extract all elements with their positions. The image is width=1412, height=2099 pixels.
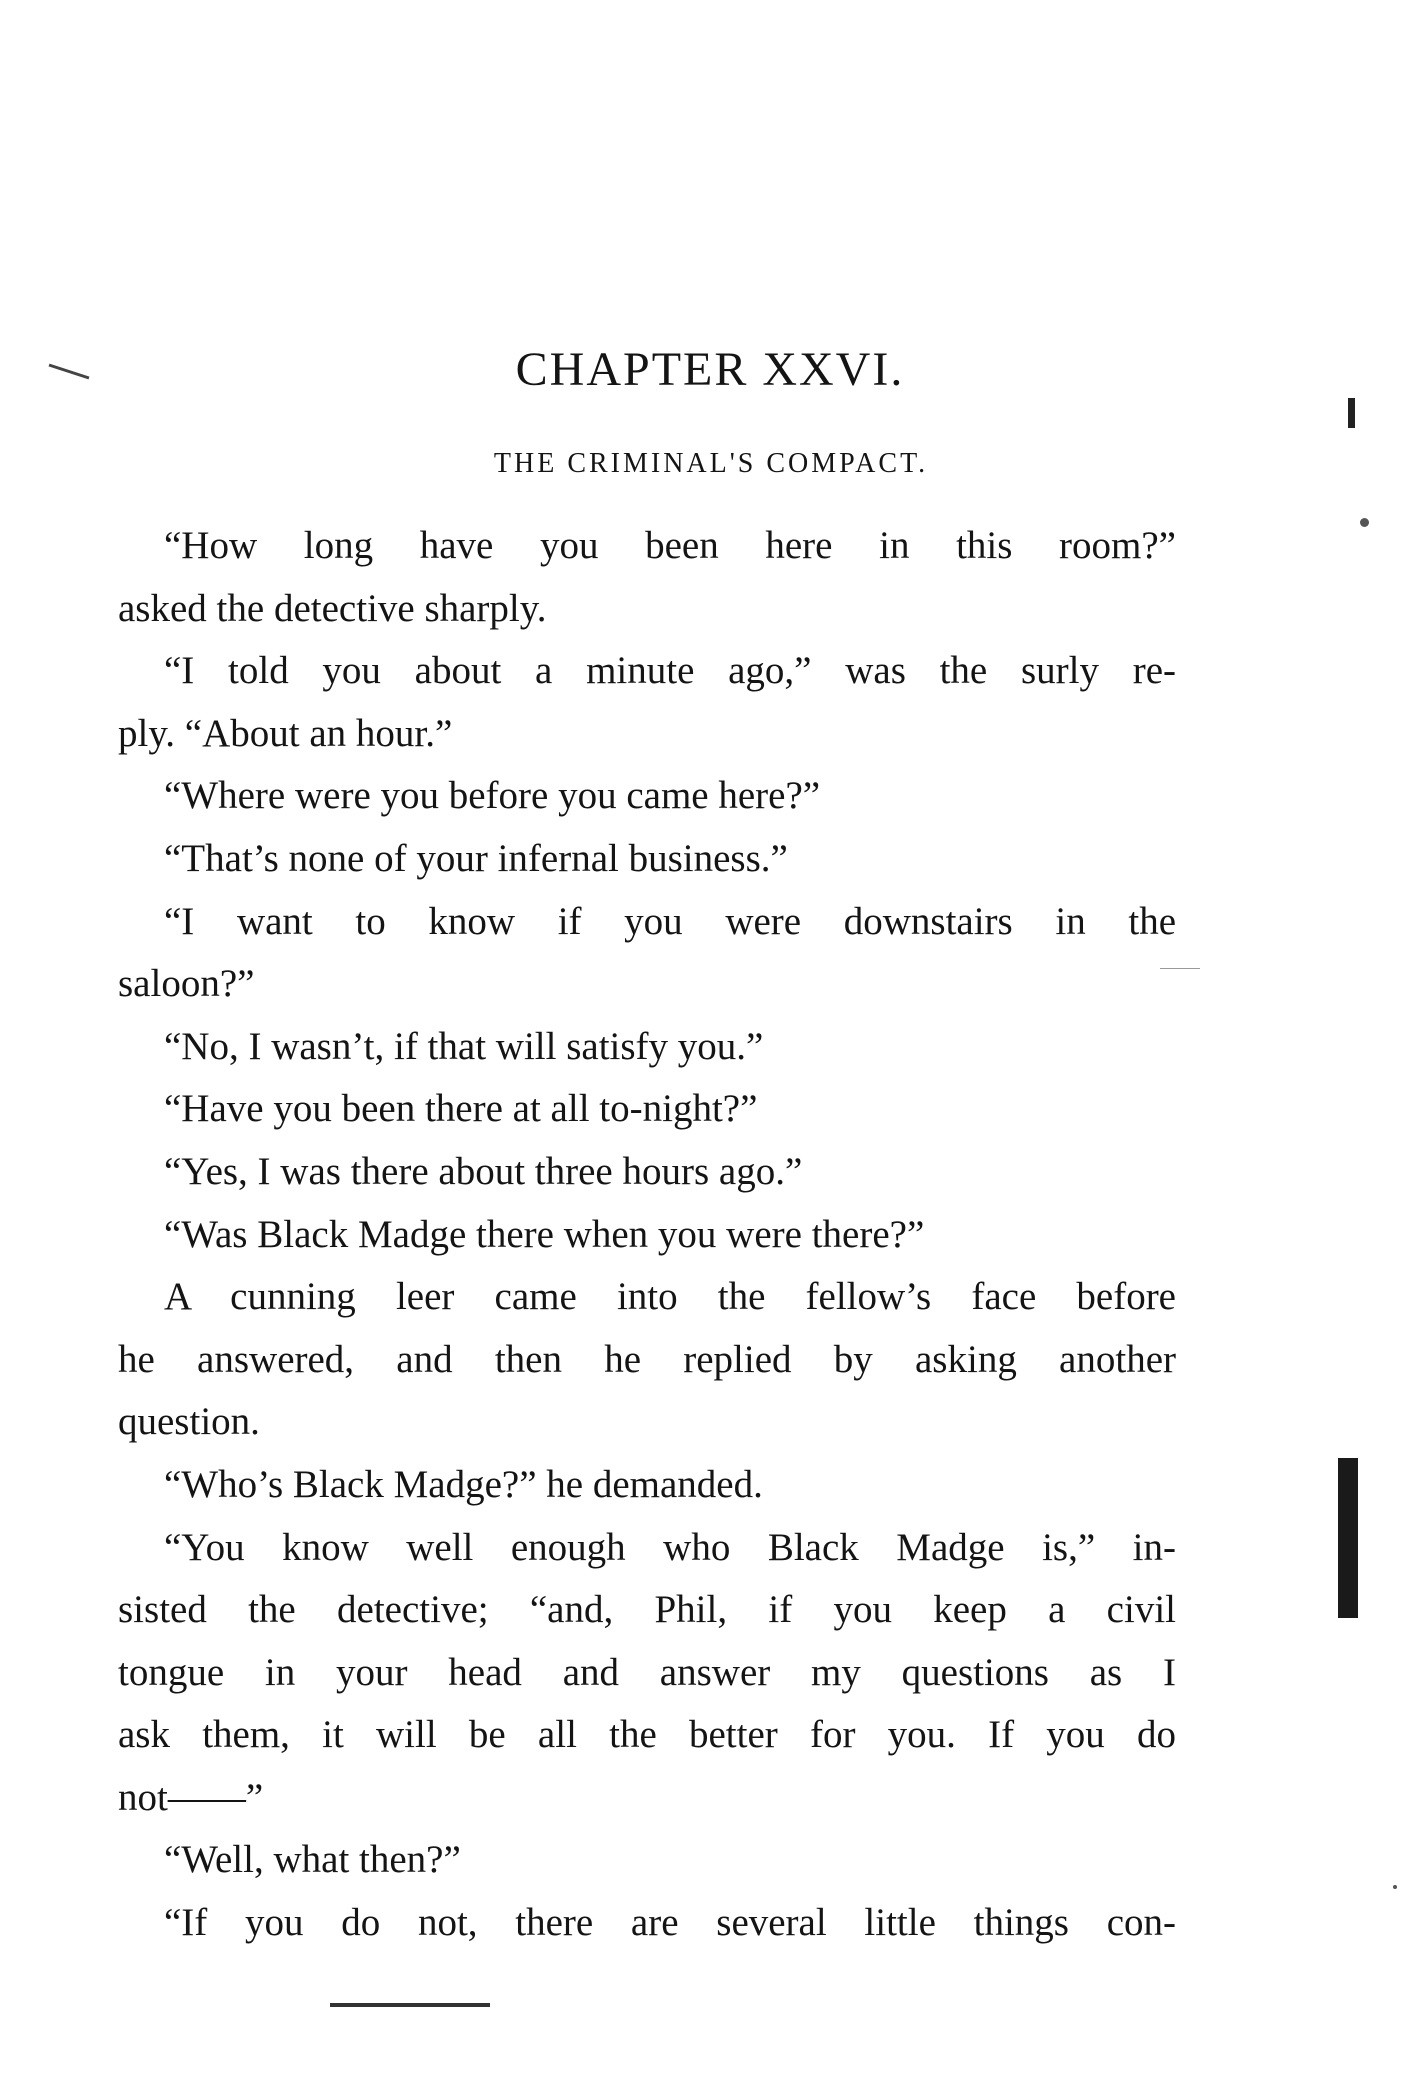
text-line: not——” — [118, 1775, 264, 1819]
body-text — [118, 515, 1176, 1955]
text-line: he answered, and then he replied by asking another — [118, 1337, 1176, 1381]
text-line: ask them, it will be all the better for you. If you do — [118, 1713, 1176, 1757]
text-line: “I want to know if you were downstairs in the — [164, 899, 1176, 943]
text-line: “Where were you before you came here?” — [164, 774, 821, 818]
text-line: “That’s none of your infernal business.” — [164, 836, 788, 880]
text-line: sisted the detective; “and, Phil, if you keep a civil — [118, 1588, 1176, 1632]
text-line: “Yes, I was there about three hours ago.” — [164, 1149, 803, 1193]
text-line: “How long have you been here in this room?” — [164, 524, 1176, 567]
text-line: ply. “About an hour.” — [118, 711, 453, 755]
text-line: “You know well enough who Black Madge is,” in- — [164, 1525, 1176, 1569]
text-line: “If you do not, there are several little things con- — [164, 1901, 1176, 1945]
text-line: question. — [118, 1400, 260, 1444]
scan-speck — [1393, 1885, 1397, 1889]
chapter-subtitle: THE CRIMINAL'S COMPACT. — [493, 448, 929, 479]
scan-speck — [1160, 968, 1200, 969]
scan-smudge-bottom — [330, 2003, 490, 2007]
scan-speck — [1360, 518, 1369, 527]
text-line: asked the detective sharply. — [118, 586, 547, 630]
text-line: “I told you about a minute ago,” was the surly re- — [164, 649, 1176, 693]
scan-bracket-right — [1338, 1458, 1358, 1618]
text-line: A cunning leer came into the fellow’s face before — [164, 1275, 1176, 1319]
text-line: “Have you been there at all to-night?” — [164, 1087, 758, 1131]
text-line: “Well, what then?” — [164, 1838, 461, 1882]
text-line: “Who’s Black Madge?” he demanded. — [164, 1462, 763, 1506]
chapter-title: CHAPTER XXVI. — [515, 343, 905, 396]
text-line: “No, I wasn’t, if that will satisfy you.” — [164, 1024, 764, 1068]
scan-mark-right-top — [1348, 398, 1355, 428]
text-line: saloon?” — [118, 962, 255, 1006]
text-line: tongue in your head and answer my questions as I — [118, 1650, 1176, 1694]
text-line: “Was Black Madge there when you were there?” — [164, 1212, 925, 1256]
